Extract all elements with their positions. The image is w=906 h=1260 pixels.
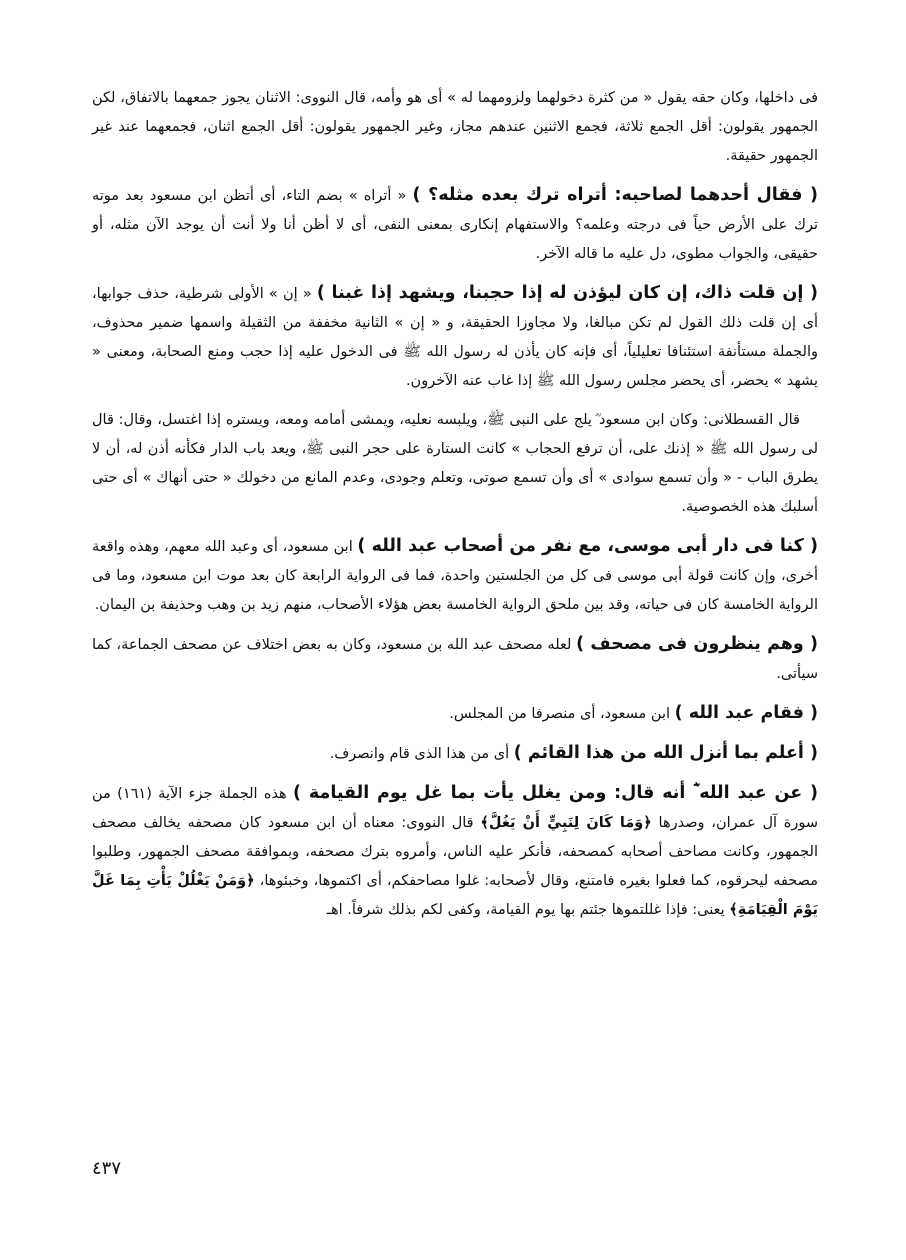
paragraph-text: ابن مسعود، أى وعبد الله معهم، وهذه واقعة أخرى، وإن كانت قولة أبى موسى فى كل من الجلستين واحدة، فما فى الرواية الرابعة كان بعد موت ابن مسعود، وما فى الرواية الخامسة كان فى حياته، وقد بين ملحق الرواية الخامسة بعض هؤلاء الأصحاب، منهم زيد بن وهب وحذيفة بن اليمان. — [92, 539, 818, 613]
paragraph-text: فى داخلها، وكان حقه يقول « من كثرة دخولهما ولزومهما له » أى هو وأمه، قال النووى: الاثنان يجوز جمعهما بالاتفاق، لكن الجمهور يقولون: أقل الجمع ثلاثة، فجمع الاثنين عندهم مجاز، وغير الجمهور يقولون: أقل الجمع اثنان، فجمعهما عند غير الجمهور حقيقة. — [92, 90, 818, 164]
hadith-quote: ( فقال أحدهما لصاحبه: أتراه ترك بعده مثله؟ ) — [412, 185, 819, 205]
paragraph-continuation — [92, 84, 818, 171]
hadith-quote: ( إن قلت ذاك، إن كان ليؤذن له إذا حجبنا، ويشهد إذا غبنا ) — [316, 283, 818, 303]
paragraph-commentary-4 — [92, 630, 818, 689]
page-number: ٤٣٧ — [92, 1158, 122, 1179]
paragraph-text: يعنى: فإذا غللتموها جئتم بها يوم القيامة، وكفى لكم بذلك شرفاً. اهـ — [326, 902, 730, 918]
paragraph-qastallani — [92, 406, 818, 522]
paragraph-commentary-7 — [92, 779, 818, 925]
paragraph-text: « إن » الأولى شرطية، حذف جوابها، أى إن قلت ذلك القول لم تكن مبالغا، ولا مجاوزا الحقيقة، و « إن » الثانية مخففة من الثقيلة واسمها ضمير محذوف، والجملة مستأنفة استئنافا تعليلياً، أى فإنه كان يأذن له رسول الله ﷺ فى الدخول عليه إذا حجب ومنع الصحابة، ومعنى « يشهد » يحضر، أى يحضر مجلس رسول الله ﷺ إذا غاب عنه الآخرون. — [92, 286, 818, 389]
hadith-quote: ( كنا فى دار أبى موسى، مع نفر من أصحاب عبد الله ) — [357, 536, 818, 556]
paragraph-commentary-2 — [92, 279, 818, 396]
paragraph-commentary-5 — [92, 699, 818, 729]
quran-verse: ﴿وَمَا كَانَ لِنَبِيٍّ أَنْ يَغُلَّ﴾ — [480, 815, 652, 831]
paragraph-text: قال النووى: معناه أن ابن مسعود كان مصحفه يخالف مصحف الجمهور، وكانت مصاحف أصحابه كمصحفه، فأنكر عليه الناس، وأمروه بترك مصحفه، وبموافقة مصحف الجمهور، وطلبوا مصحفه ليحرقوه، كما فعلوا بغيره فامتنع، وقال لأصحابه: غلوا مصاحفكم، أى اكتموها، وخبئوها، — [92, 815, 818, 889]
paragraph-text: ابن مسعود، أى منصرفا من المجلس. — [449, 706, 675, 722]
book-page — [92, 84, 818, 935]
paragraph-commentary-6 — [92, 739, 818, 769]
paragraph-text: قال القسطلانى: وكان ابن مسعود ؓ يلج على النبى ﷺ، ويلبسه نعليه، ويمشى أمامه ومعه، ويستره إذا اغتسل، وقال: قال لى رسول الله ﷺ « إذنك على، أن ترفع الحجاب » كانت الستارة على حجر النبى ﷺ، ويعد باب الدار فكأنه أذن له، أن لا يطرق الباب - « وأن تسمع سوادى » أى وأن تسمع صوتى، وتعلم وجودى، وعدم المانع من دخولك « حتى أنهاك » أى حتى أسلبك هذه الخصوصية. — [92, 412, 818, 515]
paragraph-commentary-3 — [92, 532, 818, 620]
paragraph-text: لعله مصحف عبد الله بن مسعود، وكان به بعض اختلاف عن مصحف الجماعة، كما سيأتى. — [92, 637, 818, 682]
paragraph-text: « أتراه » بضم التاء، أى أتظن ابن مسعود بعد موته ترك على الأرض حياً فى درجته وعلمه؟ والاستفهام إنكارى بمعنى النفى، أى لا أظن أنا ولا أنت أن يوجد الآن مثله، أو حقيقى، والجواب مطوى، دل عليه ما قاله الآخر. — [92, 188, 818, 262]
hadith-quote: ( أعلم بما أنزل الله من هذا القائم ) — [513, 743, 818, 763]
paragraph-text: هذه الجملة جزء الآية (١٦١) من سورة آل عمران، وصدرها — [92, 786, 819, 831]
quran-verse: ﴿وَمَنْ يَغْلُلْ يَأْتِ بِمَا غَلَّ يَوْمَ الْقِيَامَةِ﴾ — [92, 873, 818, 918]
hadith-quote: ( عن عبد الله ؓ أنه قال: ومن يغلل يأت بما غل يوم القيامة ) — [293, 783, 819, 803]
hadith-quote: ( فقام عبد الله ) — [674, 703, 818, 723]
hadith-quote: ( وهم ينظرون فى مصحف ) — [576, 634, 818, 654]
paragraph-text: أى من هذا الذى قام وانصرف. — [329, 746, 514, 762]
paragraph-commentary-1 — [92, 181, 818, 269]
